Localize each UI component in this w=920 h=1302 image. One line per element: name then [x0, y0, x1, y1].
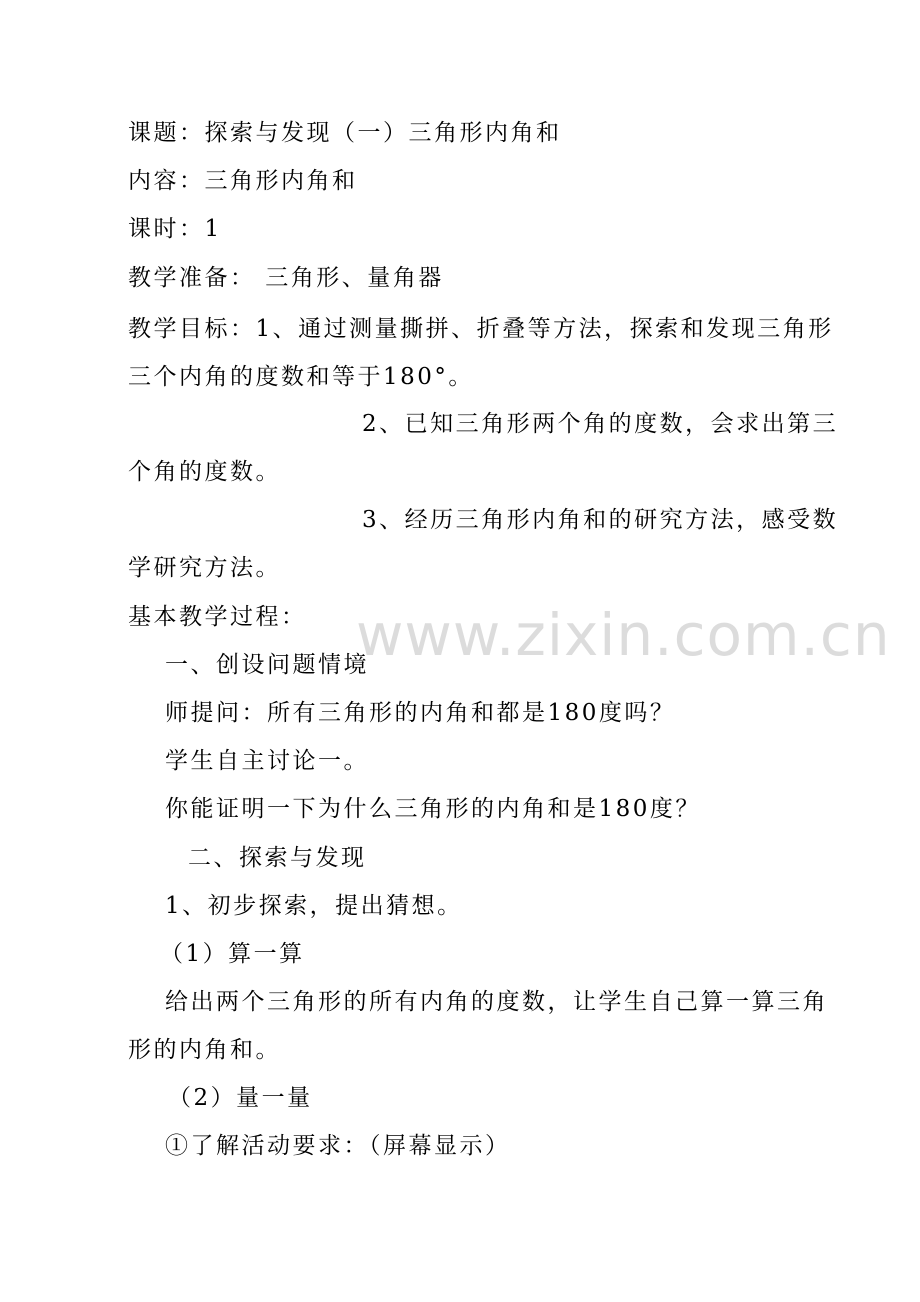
goal-1-line-2: 三个内角的度数和等于180°。 [128, 364, 474, 390]
measure-heading: （2）量一量 [168, 1085, 313, 1111]
goal-3-line-1: 3、经历三角形内角和的研究方法，感受数 [362, 507, 839, 533]
process-heading: 基本教学过程： [128, 604, 307, 630]
teaching-prep: 教学准备： 三角形、量角器 [128, 265, 444, 291]
student-discussion: 学生自主讨论一。 [165, 748, 369, 774]
sub-step-1: 1、初步探索，提出猜想。 [165, 893, 463, 919]
step-2-heading: 二、探索与发现 [188, 845, 367, 871]
goal-2-line-2: 个角的度数。 [128, 459, 281, 485]
lesson-period: 课时：1 [128, 216, 222, 242]
lesson-title: 课题：探索与发现（一）三角形内角和 [128, 120, 562, 146]
watermark: www.zixin.com.cn [356, 601, 891, 669]
goal-2-line-1: 2、已知三角形两个角的度数，会求出第三 [362, 411, 839, 437]
proof-question: 你能证明一下为什么三角形的内角和是180度？ [165, 796, 701, 822]
calc-desc-line-2: 形的内角和。 [128, 1037, 281, 1063]
step-1-heading: 一、创设问题情境 [165, 652, 369, 678]
calc-desc-line-1: 给出两个三角形的所有内角的度数，让学生自己算一算三角 [165, 989, 828, 1015]
calc-heading: （1）算一算 [160, 941, 305, 967]
lesson-content: 内容：三角形内角和 [128, 168, 358, 194]
goal-1-line-1: 教学目标：1、通过测量撕拼、折叠等方法，探索和发现三角形 [128, 316, 834, 342]
teacher-question: 师提问：所有三角形的内角和都是180度吗？ [165, 700, 676, 726]
goal-3-line-2: 学研究方法。 [128, 555, 281, 581]
activity-requirement: ①了解活动要求：（屏幕显示） [165, 1133, 511, 1159]
